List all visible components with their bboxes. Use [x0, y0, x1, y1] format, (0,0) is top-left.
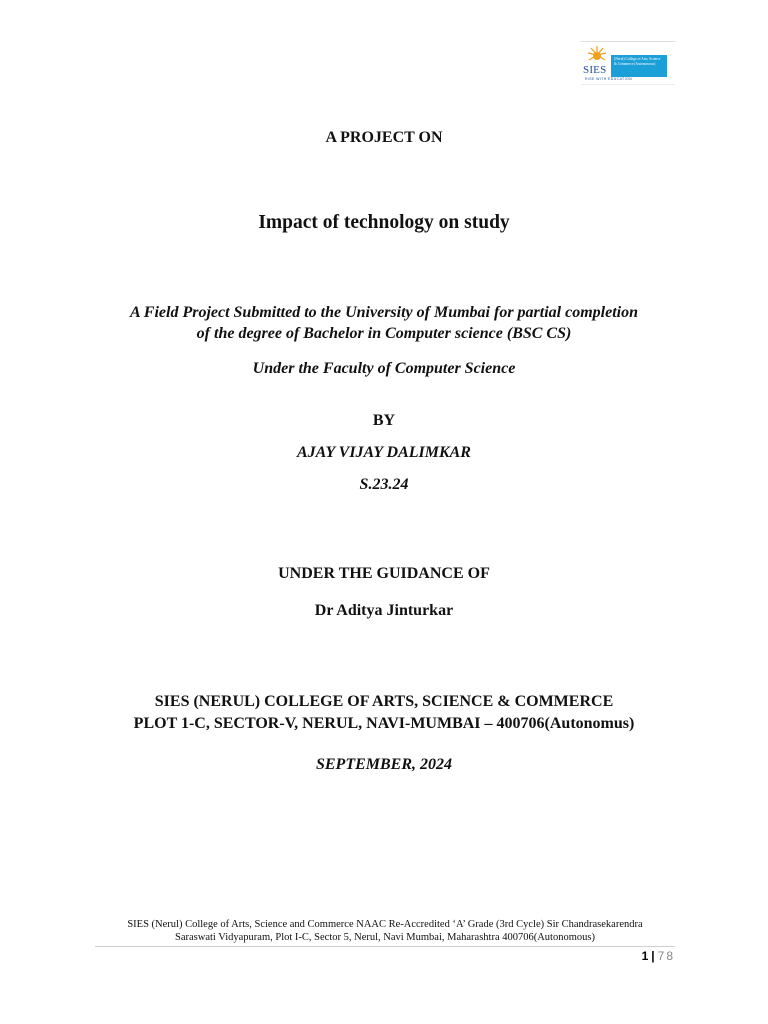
submission-line-1: A Field Project Submitted to the University of Mumbai for partial completion — [129, 304, 638, 321]
guidance-label: UNDER THE GUIDANCE OF — [278, 565, 490, 582]
college-line-1: SIES (NERUL) COLLEGE OF ARTS, SCIENCE & COMMERCE — [154, 693, 614, 710]
page-number — [642, 949, 675, 963]
guide-name: Dr Aditya Jinturkar — [314, 602, 454, 619]
faculty-line: Under the Faculty of Computer Science — [252, 360, 516, 377]
footer-address — [95, 919, 675, 944]
project-heading: A PROJECT ON — [325, 129, 443, 146]
footer-divider — [95, 946, 675, 947]
submission-statement — [0, 302, 768, 344]
footer-line-1: SIES (Nerul) College of Arts, Science and Commerce NAAC Re-Accredited ‘A’ Grade (3rd Cycle) Sir Chandrasekarendra — [127, 919, 643, 930]
roll-number: S.23.24 — [359, 476, 409, 493]
footer-line-2: Saraswati Vidyapuram, Plot I-C, Sector 5, Nerul, Navi Mumbai, Maharashtra 400706(Autonomous) — [175, 931, 595, 943]
submission-date: SEPTEMBER, 2024 — [315, 756, 453, 773]
submission-line-2: of the degree of Bachelor in Computer science (BSC CS) — [196, 325, 572, 342]
page-total: 78 — [657, 949, 675, 963]
college-line-2: PLOT 1-C, SECTOR-V, NERUL, NAVI-MUMBAI – 400706(Autonomus) — [133, 715, 635, 732]
college-logo — [581, 41, 675, 85]
student-name: AJAY VIJAY DALIMKAR — [297, 444, 471, 461]
logo-college-box: (Nerul) College of Arts, Science & Commerce (Autonomous) — [611, 55, 667, 77]
by-label: BY — [372, 412, 396, 429]
page-separator: | — [651, 949, 655, 963]
college-address — [0, 691, 768, 735]
logo-tagline: RISE WITH EDUCATION — [585, 77, 633, 81]
project-title: Impact of technology on study — [258, 212, 510, 233]
logo-name: SIES — [583, 64, 607, 76]
page-current: 1 — [641, 949, 649, 963]
sun-emblem-icon — [586, 45, 608, 65]
